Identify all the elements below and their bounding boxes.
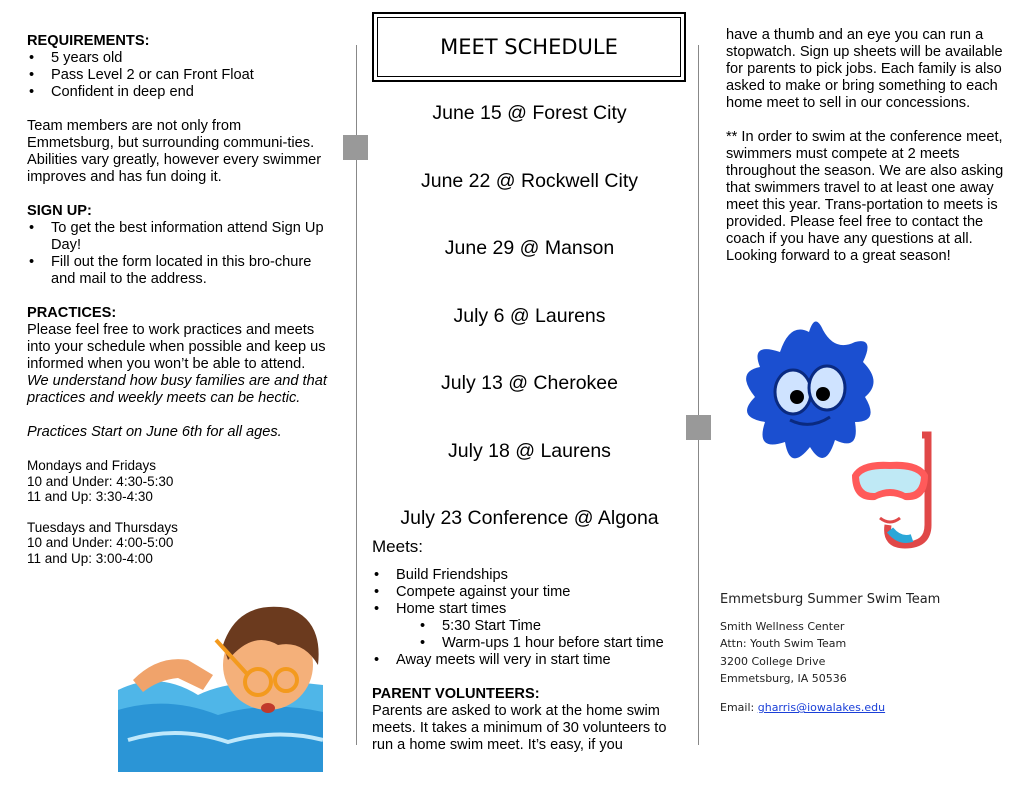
requirements-heading: REQUIREMENTS: bbox=[27, 33, 150, 49]
practices-text: Please feel free to work practices and meets into your schedule when possible and keep us informed when you won’t be able to attend. We understand how busy families are and that practices and weekly meets can be hectic. bbox=[27, 322, 327, 406]
list-item: • Confident in deep end bbox=[27, 84, 327, 101]
middle-panel bbox=[372, 12, 687, 754]
meet-item: July 13 @ Cherokee bbox=[441, 372, 618, 394]
signup-heading: SIGN UP: bbox=[27, 203, 92, 219]
volunteers-continued: have a thumb and an eye you can run a stopwatch. Sign up sheets will be available for parents to pick jobs. Each family is also asked to make or bring something to each home meet to sell in our concessions. bbox=[726, 27, 1003, 111]
requirements-list bbox=[27, 50, 327, 101]
list-item: • Fill out the form located in this bro-chure and mail to the address. bbox=[27, 254, 327, 288]
page-title: MEET SCHEDULE bbox=[440, 34, 618, 59]
meet-item: July 6 @ Laurens bbox=[453, 304, 606, 327]
list-item: • Home start times bbox=[372, 601, 687, 618]
volunteers-text: Parents are asked to work at the home swim meets. It takes a minimum of 30 volunteers to run a home swim meet. It’s easy, if you bbox=[372, 703, 667, 753]
meet-item: June 22 @ Rockwell City bbox=[420, 169, 639, 192]
schedule-time: 10 and Under: 4:30-5:30 bbox=[27, 473, 174, 489]
snorkel-mask-illustration bbox=[850, 430, 940, 550]
practices-heading: PRACTICES: bbox=[27, 305, 117, 321]
list-item: • Away meets will very in start time bbox=[372, 652, 687, 669]
email-line bbox=[720, 699, 1000, 716]
home-start-sublist bbox=[372, 618, 687, 652]
list-item: • Build Friendships bbox=[372, 567, 687, 584]
list-item: • Warm-ups 1 hour before start time bbox=[372, 635, 687, 652]
meet-item: July 18 @ Laurens bbox=[448, 439, 611, 462]
list-item: • Pass Level 2 or can Front Float bbox=[27, 67, 327, 84]
mailing-address bbox=[720, 592, 1000, 716]
fold-line-right bbox=[698, 45, 699, 745]
list-item: • Compete against your time bbox=[372, 584, 687, 601]
fold-marker-left bbox=[343, 135, 368, 160]
address-line: Attn: Youth Swim Team bbox=[720, 637, 847, 651]
left-panel bbox=[27, 33, 327, 566]
address-line: Smith Wellness Center bbox=[720, 620, 845, 633]
meet-item: July 23 Conference @ Algona bbox=[400, 507, 659, 529]
schedule-time: 11 and Up: 3:30-4:30 bbox=[27, 489, 153, 504]
meets-list bbox=[372, 567, 687, 618]
volunteers-heading: PARENT VOLUNTEERS: bbox=[372, 686, 540, 702]
list-item: • To get the best information attend Sign Up Day! bbox=[27, 220, 327, 254]
meets-heading: Meets: bbox=[372, 537, 424, 556]
org-name: Emmetsburg Summer Swim Team bbox=[720, 592, 941, 607]
address-line: Emmetsburg, IA 50536 bbox=[720, 671, 847, 685]
email-link[interactable]: gharris@iowalakes.edu bbox=[757, 701, 886, 715]
list-item: • 5:30 Start Time bbox=[372, 618, 687, 635]
email-label: Email: bbox=[720, 701, 758, 715]
conference-note: ** In order to swim at the conference meet, swimmers must compete at 2 meets throughout the season. We are also asking that swimmers travel to at least one away meet this year. Trans-portation to meets is provided. Please feel free to contact the coach if you have any questions at all. bbox=[726, 129, 1004, 247]
meet-schedule-title-box bbox=[372, 12, 686, 82]
meet-item: June 15 @ Forest City bbox=[432, 102, 627, 124]
closing-line: Looking forward to a great season! bbox=[726, 248, 951, 264]
signup-list bbox=[27, 220, 327, 288]
team-paragraph: Team members are not only from Emmetsburg, but surrounding communi-ties. Abilities vary greatly, however every swimmer improves and has fun doing it. bbox=[27, 118, 322, 185]
fold-marker-right bbox=[686, 415, 711, 440]
schedule-days: Mondays and Fridays bbox=[27, 458, 157, 473]
meet-item: June 29 @ Manson bbox=[444, 237, 615, 259]
address-line: 3200 College Drive bbox=[720, 654, 826, 668]
schedule-time: 11 and Up: 3:00-4:00 bbox=[27, 550, 153, 566]
schedule-time: 10 and Under: 4:00-5:00 bbox=[27, 535, 174, 550]
swimmer-illustration bbox=[118, 600, 323, 772]
schedule-days: Tuesdays and Thursdays bbox=[27, 519, 178, 535]
practices-start: Practices Start on June 6th for all ages. bbox=[27, 424, 282, 440]
right-panel bbox=[726, 27, 1006, 265]
list-item: • 5 years old bbox=[27, 50, 327, 67]
